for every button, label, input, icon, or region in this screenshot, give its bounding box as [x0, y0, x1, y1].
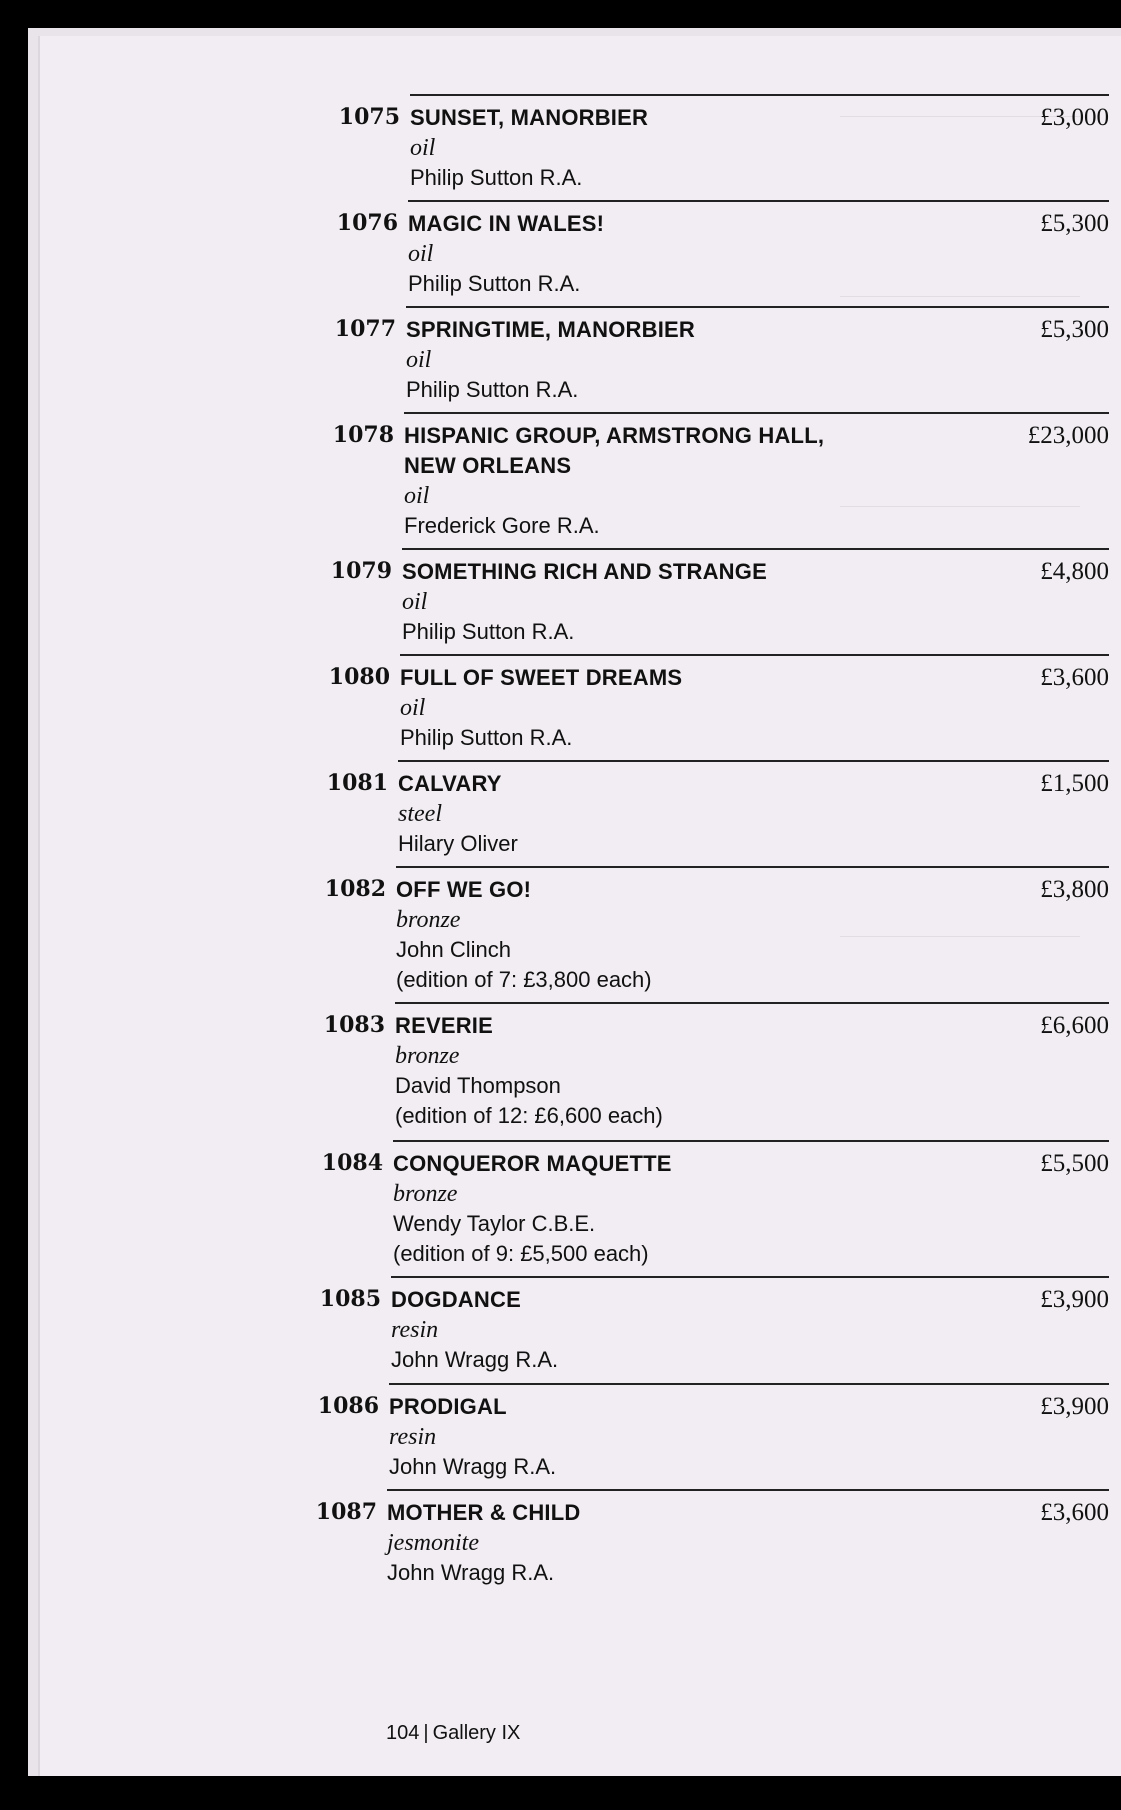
entry-divider: [404, 412, 1109, 414]
artwork-medium: oil: [400, 695, 426, 721]
artwork-title: OFF WE GO!: [396, 877, 532, 902]
entry-details: [398, 769, 518, 859]
entry-details: [391, 1285, 558, 1375]
entry-number: 1084: [321, 1150, 383, 1176]
artist-name: John Wragg R.A.: [387, 1560, 555, 1585]
entry-divider: [395, 1002, 1109, 1004]
edition-note: (edition of 12: £6,600 each): [395, 1103, 663, 1128]
entry-details: [387, 1498, 580, 1588]
artwork-price: £3,000: [1040, 104, 1109, 131]
artwork-title: PRODIGAL: [389, 1394, 507, 1419]
show-through-line: [840, 506, 1080, 507]
artwork-title: NEW ORLEANS: [404, 453, 572, 478]
artwork-title: MOTHER & CHILD: [387, 1500, 581, 1525]
artist-name: John Wragg R.A.: [391, 1347, 559, 1372]
artwork-title: SPRINGTIME, MANORBIER: [406, 317, 695, 342]
page-number: 104: [386, 1722, 420, 1744]
entry-number: 1075: [338, 104, 400, 130]
artist-name: Frederick Gore R.A.: [404, 513, 600, 538]
entry-divider: [391, 1276, 1109, 1278]
entry-number: 1078: [332, 422, 394, 448]
entry-divider: [402, 548, 1109, 550]
entry-number: 1080: [328, 664, 390, 690]
entry-details: [402, 557, 767, 647]
show-through-line: [840, 936, 1080, 937]
entry-divider: [400, 654, 1109, 656]
edition-note: (edition of 9: £5,500 each): [393, 1241, 649, 1266]
entry-details: [410, 103, 648, 193]
artist-name: Philip Sutton R.A.: [402, 619, 575, 644]
page-footer: 104 | Gallery IX: [386, 1722, 521, 1744]
entry-divider: [396, 866, 1109, 868]
entry-number: 1079: [330, 558, 392, 584]
artwork-title: SOMETHING RICH AND STRANGE: [402, 559, 767, 584]
artwork-title: MAGIC IN WALES!: [408, 211, 605, 236]
artist-name: Philip Sutton R.A.: [410, 165, 583, 190]
artist-name: Hilary Oliver: [398, 831, 518, 856]
entry-number: 1083: [323, 1012, 385, 1038]
artist-name: John Clinch: [396, 937, 511, 962]
edition-note: (edition of 7: £3,800 each): [396, 967, 652, 992]
artwork-price: £3,600: [1040, 1499, 1109, 1526]
artwork-price: £6,600: [1040, 1012, 1109, 1039]
artwork-medium: bronze: [395, 1043, 460, 1069]
entry-number: 1077: [334, 316, 396, 342]
artwork-price: £3,900: [1040, 1286, 1109, 1313]
artwork-medium: resin: [391, 1317, 439, 1343]
artwork-price: £1,500: [1040, 770, 1109, 797]
entry-number: 1081: [326, 770, 388, 796]
artwork-price: £3,600: [1040, 664, 1109, 691]
gallery-name: Gallery IX: [432, 1722, 521, 1744]
artwork-medium: oil: [402, 589, 428, 615]
artwork-medium: resin: [389, 1424, 437, 1450]
artist-name: John Wragg R.A.: [389, 1454, 557, 1479]
artwork-medium: oil: [404, 483, 430, 509]
entry-divider: [406, 306, 1109, 308]
entry-details: [404, 421, 824, 541]
artwork-title: REVERIE: [395, 1013, 493, 1038]
artwork-price: £4,800: [1040, 558, 1109, 585]
artist-name: Philip Sutton R.A.: [408, 271, 581, 296]
artwork-title: CALVARY: [398, 771, 502, 796]
artwork-price: £5,300: [1040, 210, 1109, 237]
artwork-price: £23,000: [1027, 422, 1109, 449]
artwork-price: £3,900: [1040, 1393, 1109, 1420]
artwork-medium: oil: [410, 135, 436, 161]
entry-number: 1086: [317, 1393, 379, 1419]
artwork-title: FULL OF SWEET DREAMS: [400, 665, 683, 690]
artwork-medium: bronze: [393, 1181, 458, 1207]
artwork-medium: jesmonite: [387, 1530, 479, 1556]
entry-divider: [408, 200, 1109, 202]
entry-number: 1085: [319, 1286, 381, 1312]
artwork-title: CONQUEROR MAQUETTE: [393, 1151, 672, 1176]
entry-number: 1087: [315, 1499, 377, 1525]
artwork-price: £3,800: [1040, 876, 1109, 903]
entry-details: [395, 1011, 663, 1131]
artwork-title: DOGDANCE: [391, 1287, 521, 1312]
entry-details: [393, 1149, 672, 1269]
entry-details: [400, 663, 682, 753]
entry-details: [389, 1392, 556, 1482]
entry-divider: [410, 94, 1109, 96]
artwork-title: HISPANIC GROUP, ARMSTRONG HALL,: [404, 423, 825, 448]
entry-divider: [393, 1140, 1109, 1142]
entry-details: [396, 875, 652, 995]
artist-name: Wendy Taylor C.B.E.: [393, 1211, 596, 1236]
show-through-line: [840, 296, 1080, 297]
artwork-price: £5,500: [1040, 1150, 1109, 1177]
artwork-medium: bronze: [396, 907, 461, 933]
artist-name: David Thompson: [395, 1073, 561, 1098]
artist-name: Philip Sutton R.A.: [406, 377, 579, 402]
entry-number: 1076: [336, 210, 398, 236]
artwork-medium: steel: [398, 801, 442, 827]
entry-number: 1082: [324, 876, 386, 902]
entry-divider: [389, 1383, 1109, 1385]
artwork-title: SUNSET, MANORBIER: [410, 105, 649, 130]
artwork-medium: oil: [408, 241, 434, 267]
artwork-price: £5,300: [1040, 316, 1109, 343]
entry-divider: [398, 760, 1109, 762]
artwork-medium: oil: [406, 347, 432, 373]
entry-divider: [387, 1489, 1109, 1491]
entry-details: [408, 209, 604, 299]
entry-details: [406, 315, 695, 405]
artist-name: Philip Sutton R.A.: [400, 725, 573, 750]
